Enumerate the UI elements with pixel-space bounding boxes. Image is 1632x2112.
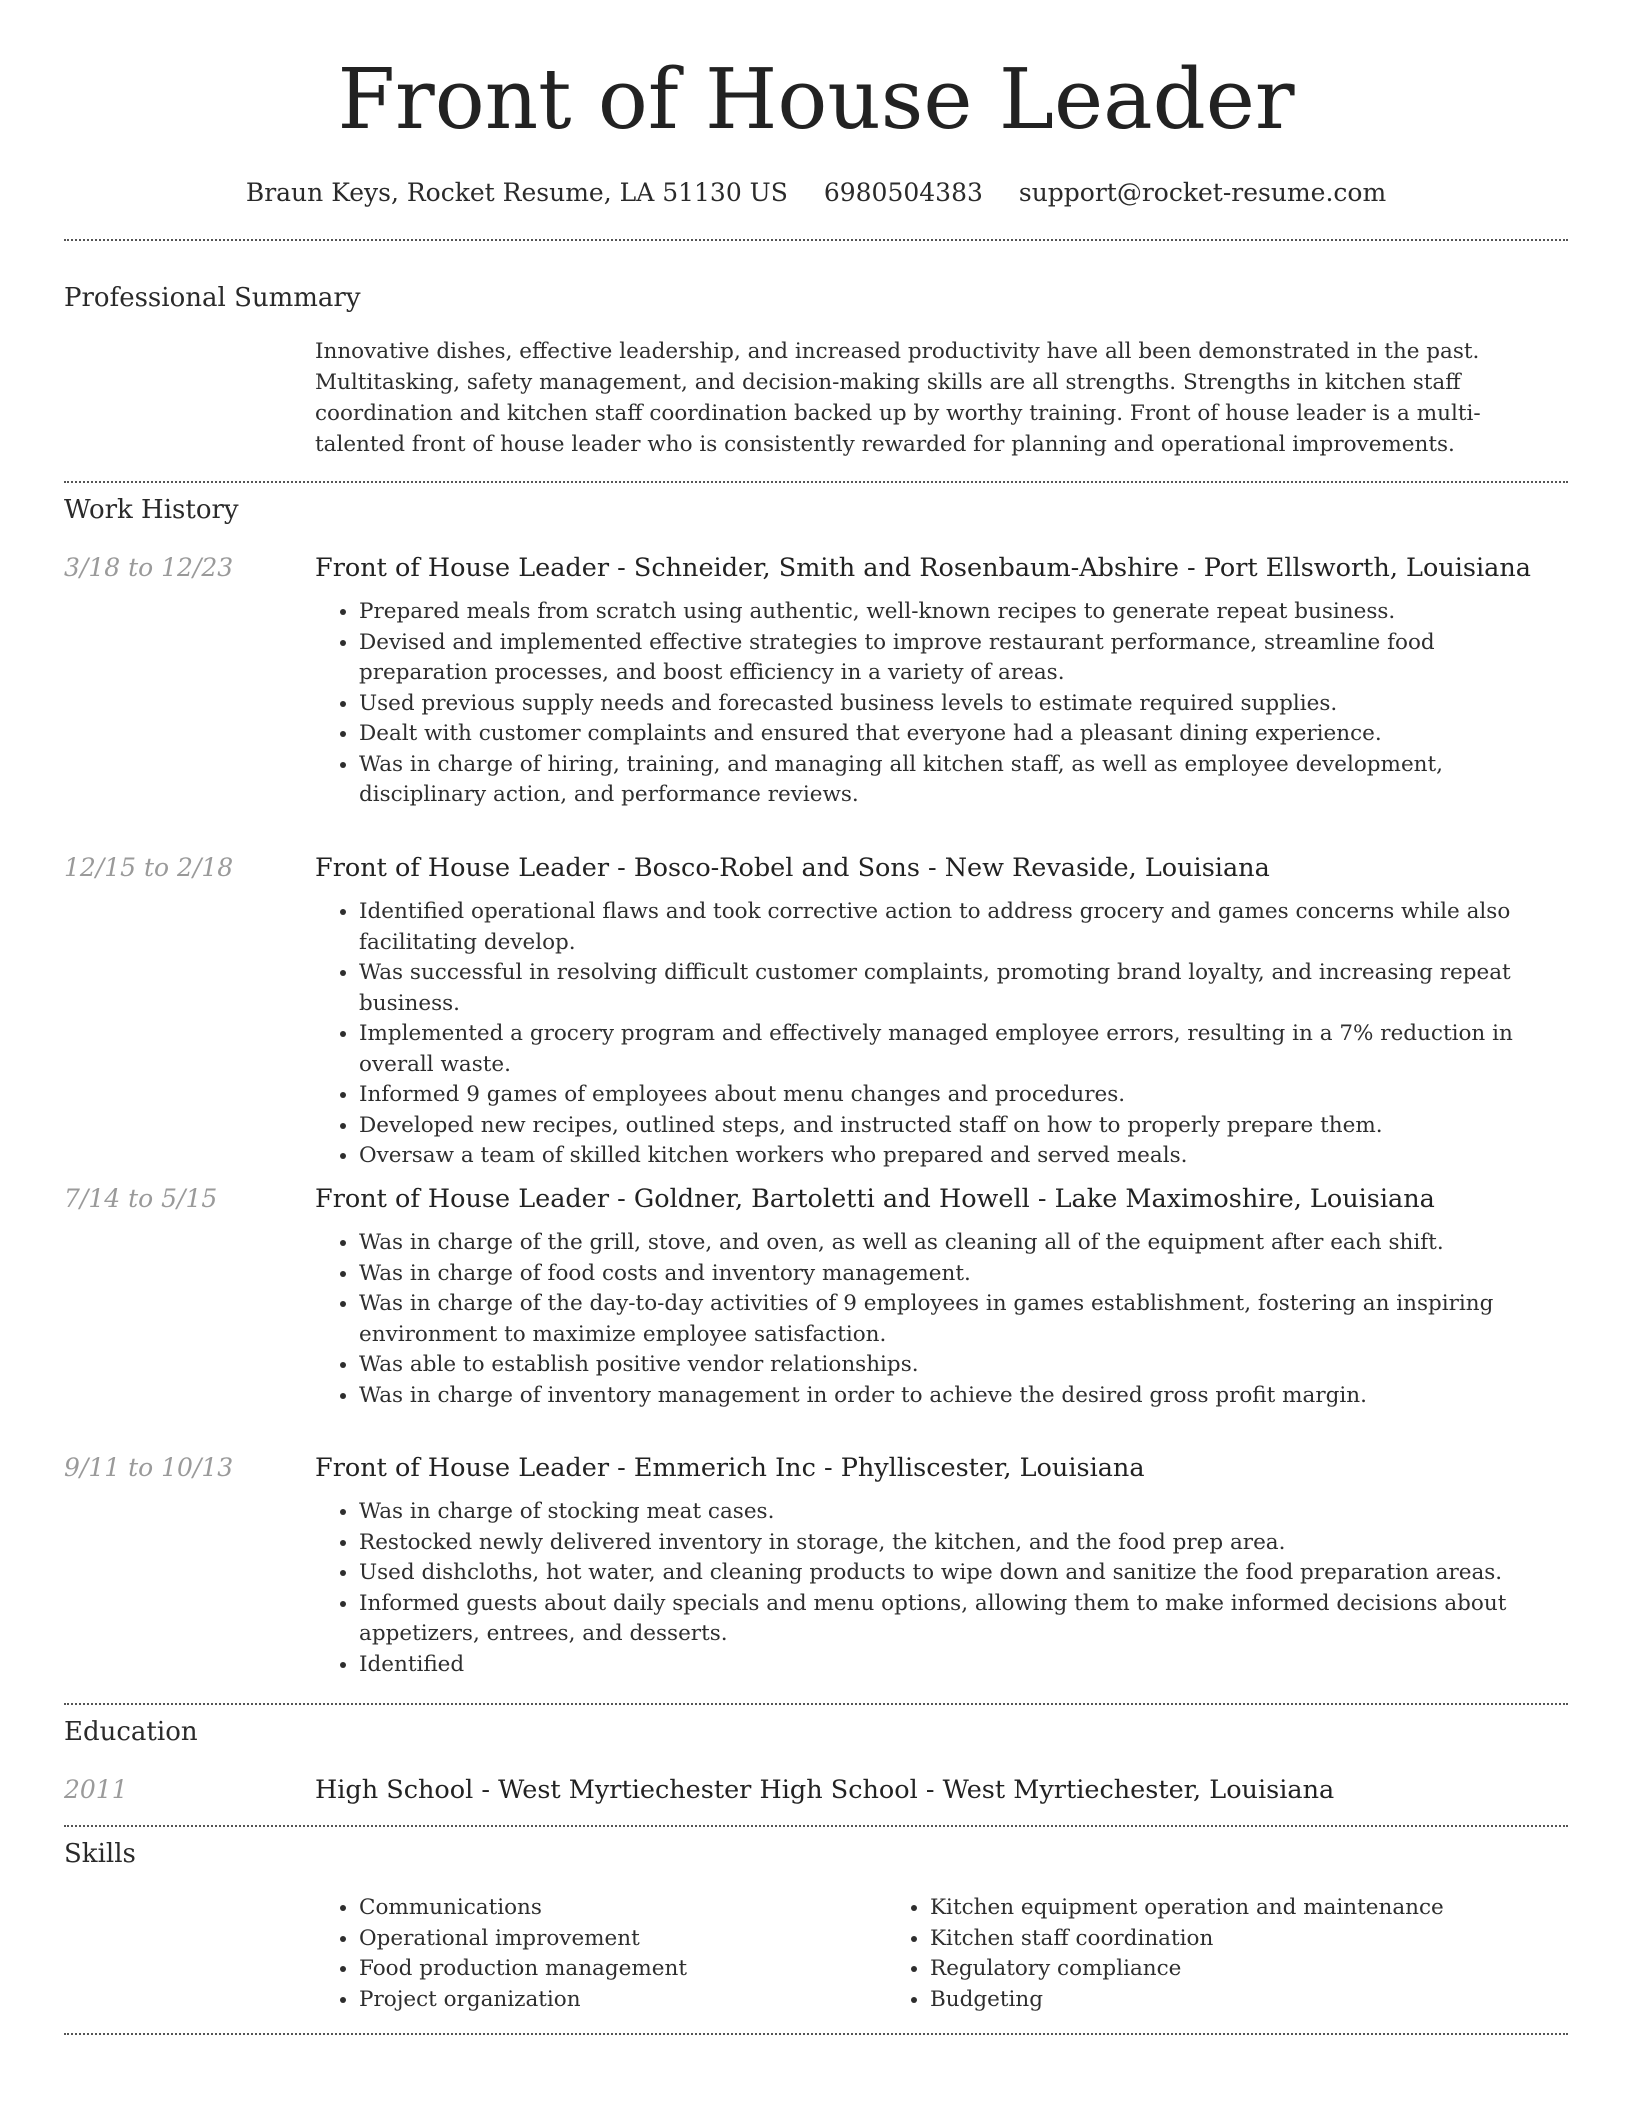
list-item: • Budgeting — [930, 1985, 1457, 2016]
list-item: • Was in charge of stocking meat cases. — [359, 1497, 1568, 1528]
divider — [64, 1703, 1568, 1705]
job-title: Front of House Leader - Emmerich Inc - Phylliscester, Louisiana — [315, 1453, 1145, 1483]
job-entry — [64, 1451, 1568, 1680]
list-item: • Identified — [359, 1650, 1568, 1681]
list-item: • Was in charge of hiring, training, and managing all kitchen staff, as well as employee development, disciplinary action, and performance reviews. — [359, 750, 1568, 811]
list-item: • Oversaw a team of skilled kitchen workers who prepared and served meals. — [359, 1141, 1568, 1172]
education-section — [64, 1715, 1568, 1749]
list-item: • Implemented a grocery program and effectively managed employee errors, resulting in a 7% reduction in overall waste. — [359, 1019, 1568, 1080]
job-dates: 3/18 to 12/23 — [64, 553, 234, 582]
list-item: • Informed guests about daily specials and menu options, allowing them to make informed decisions about appetizers, entrees, and desserts. — [359, 1589, 1568, 1650]
divider — [64, 1825, 1568, 1827]
list-item: • Identified operational flaws and took corrective action to address grocery and games concerns while also facilitating develop. — [359, 897, 1568, 958]
list-item: • Informed 9 games of employees about menu changes and procedures. — [359, 1080, 1568, 1111]
list-item: • Kitchen staff coordination — [930, 1924, 1457, 1955]
contact-phone: 6980504383 — [823, 178, 983, 207]
resume-title: Front of House Leader — [337, 51, 1295, 148]
job-title: Front of House Leader - Bosco-Robel and Sons - New Revaside, Louisiana — [315, 853, 1270, 883]
list-item: • Food production management — [359, 1954, 886, 1985]
list-item: • Kitchen equipment operation and maintenance — [930, 1893, 1457, 1924]
list-item: • Communications — [359, 1893, 886, 1924]
job-bullets — [315, 897, 1568, 1172]
education-title: High School - West Myrtiechester High School - West Myrtiechester, Louisiana — [315, 1775, 1335, 1805]
job-bullets — [315, 1228, 1568, 1411]
list-item: • Devised and implemented effective strategies to improve restaurant performance, streamline food preparation processes, and boost efficiency in a variety of areas. — [359, 628, 1568, 689]
job-dates: 9/11 to 10/13 — [64, 1453, 234, 1482]
job-entry — [64, 551, 1568, 811]
job-entry — [64, 851, 1568, 1172]
skills-section — [64, 1837, 1568, 1871]
skills-list-right — [886, 1893, 1457, 2015]
job-bullets — [315, 1497, 1568, 1680]
list-item: • Used previous supply needs and forecasted business levels to estimate required supplies. — [359, 689, 1568, 720]
list-item: • Was in charge of the grill, stove, and oven, as well as cleaning all of the equipment after each shift. — [359, 1228, 1568, 1259]
list-item: • Was in charge of inventory management in order to achieve the desired gross profit margin. — [359, 1381, 1568, 1412]
education-year: 2011 — [64, 1775, 128, 1804]
resume-page — [64, 0, 1568, 2012]
section-title-summary: Professional Summary — [64, 283, 361, 313]
job-title: Front of House Leader - Goldner, Bartoletti and Howell - Lake Maximoshire, Louisiana — [315, 1184, 1435, 1214]
list-item: • Was in charge of food costs and inventory management. — [359, 1259, 1568, 1290]
skills-lists — [64, 1893, 1568, 2015]
divider — [64, 239, 1568, 241]
job-dates: 12/15 to 2/18 — [64, 853, 234, 882]
list-item: • Used dishcloths, hot water, and cleaning products to wipe down and sanitize the food preparation areas. — [359, 1558, 1568, 1589]
skills-list-left — [315, 1893, 886, 2015]
job-bullets — [315, 597, 1568, 811]
job-title: Front of House Leader - Schneider, Smith and Rosenbaum-Abshire - Port Ellsworth, Louisiana — [315, 553, 1531, 583]
contact-line — [64, 176, 1568, 210]
summary-section — [64, 281, 1568, 460]
summary-text: Innovative dishes, effective leadership, and increased productivity have all been demonstrated in the past. Multitasking, safety management, and decision-making skills are all strengths. Strengths in kitchen staff coordination and kitchen staff coordination backed up by worthy training. Front of house leader is a multi-talented front of house leader who is consistently rewarded for planning and operational improvements. — [315, 339, 1481, 457]
list-item: • Was able to establish positive vendor relationships. — [359, 1350, 1568, 1381]
list-item: • Regulatory compliance — [930, 1954, 1457, 1985]
job-entry — [64, 1182, 1568, 1411]
list-item: • Restocked newly delivered inventory in storage, the kitchen, and the food prep area. — [359, 1528, 1568, 1559]
divider — [64, 481, 1568, 483]
contact-email: support@rocket-resume.com — [1018, 178, 1387, 207]
contact-address: Braun Keys, Rocket Resume, LA 51130 US — [245, 178, 788, 207]
list-item: • Operational improvement — [359, 1924, 886, 1955]
job-dates: 7/14 to 5/15 — [64, 1184, 218, 1213]
section-title-skills: Skills — [64, 1839, 136, 1869]
list-item: • Was successful in resolving difficult customer complaints, promoting brand loyalty, and increasing repeat business. — [359, 958, 1568, 1019]
education-entry — [64, 1773, 1568, 1807]
divider — [64, 2033, 1568, 2035]
section-title-education: Education — [64, 1717, 198, 1747]
section-title-work: Work History — [64, 495, 239, 525]
list-item: • Prepared meals from scratch using authentic, well-known recipes to generate repeat business. — [359, 597, 1568, 628]
list-item: • Dealt with customer complaints and ensured that everyone had a pleasant dining experience. — [359, 719, 1568, 750]
work-section — [64, 493, 1568, 527]
list-item: • Was in charge of the day-to-day activities of 9 employees in games establishment, fostering an inspiring environment to maximize employee satisfaction. — [359, 1289, 1568, 1350]
list-item: • Project organization — [359, 1985, 886, 2016]
list-item: • Developed new recipes, outlined steps, and instructed staff on how to properly prepare them. — [359, 1111, 1568, 1142]
